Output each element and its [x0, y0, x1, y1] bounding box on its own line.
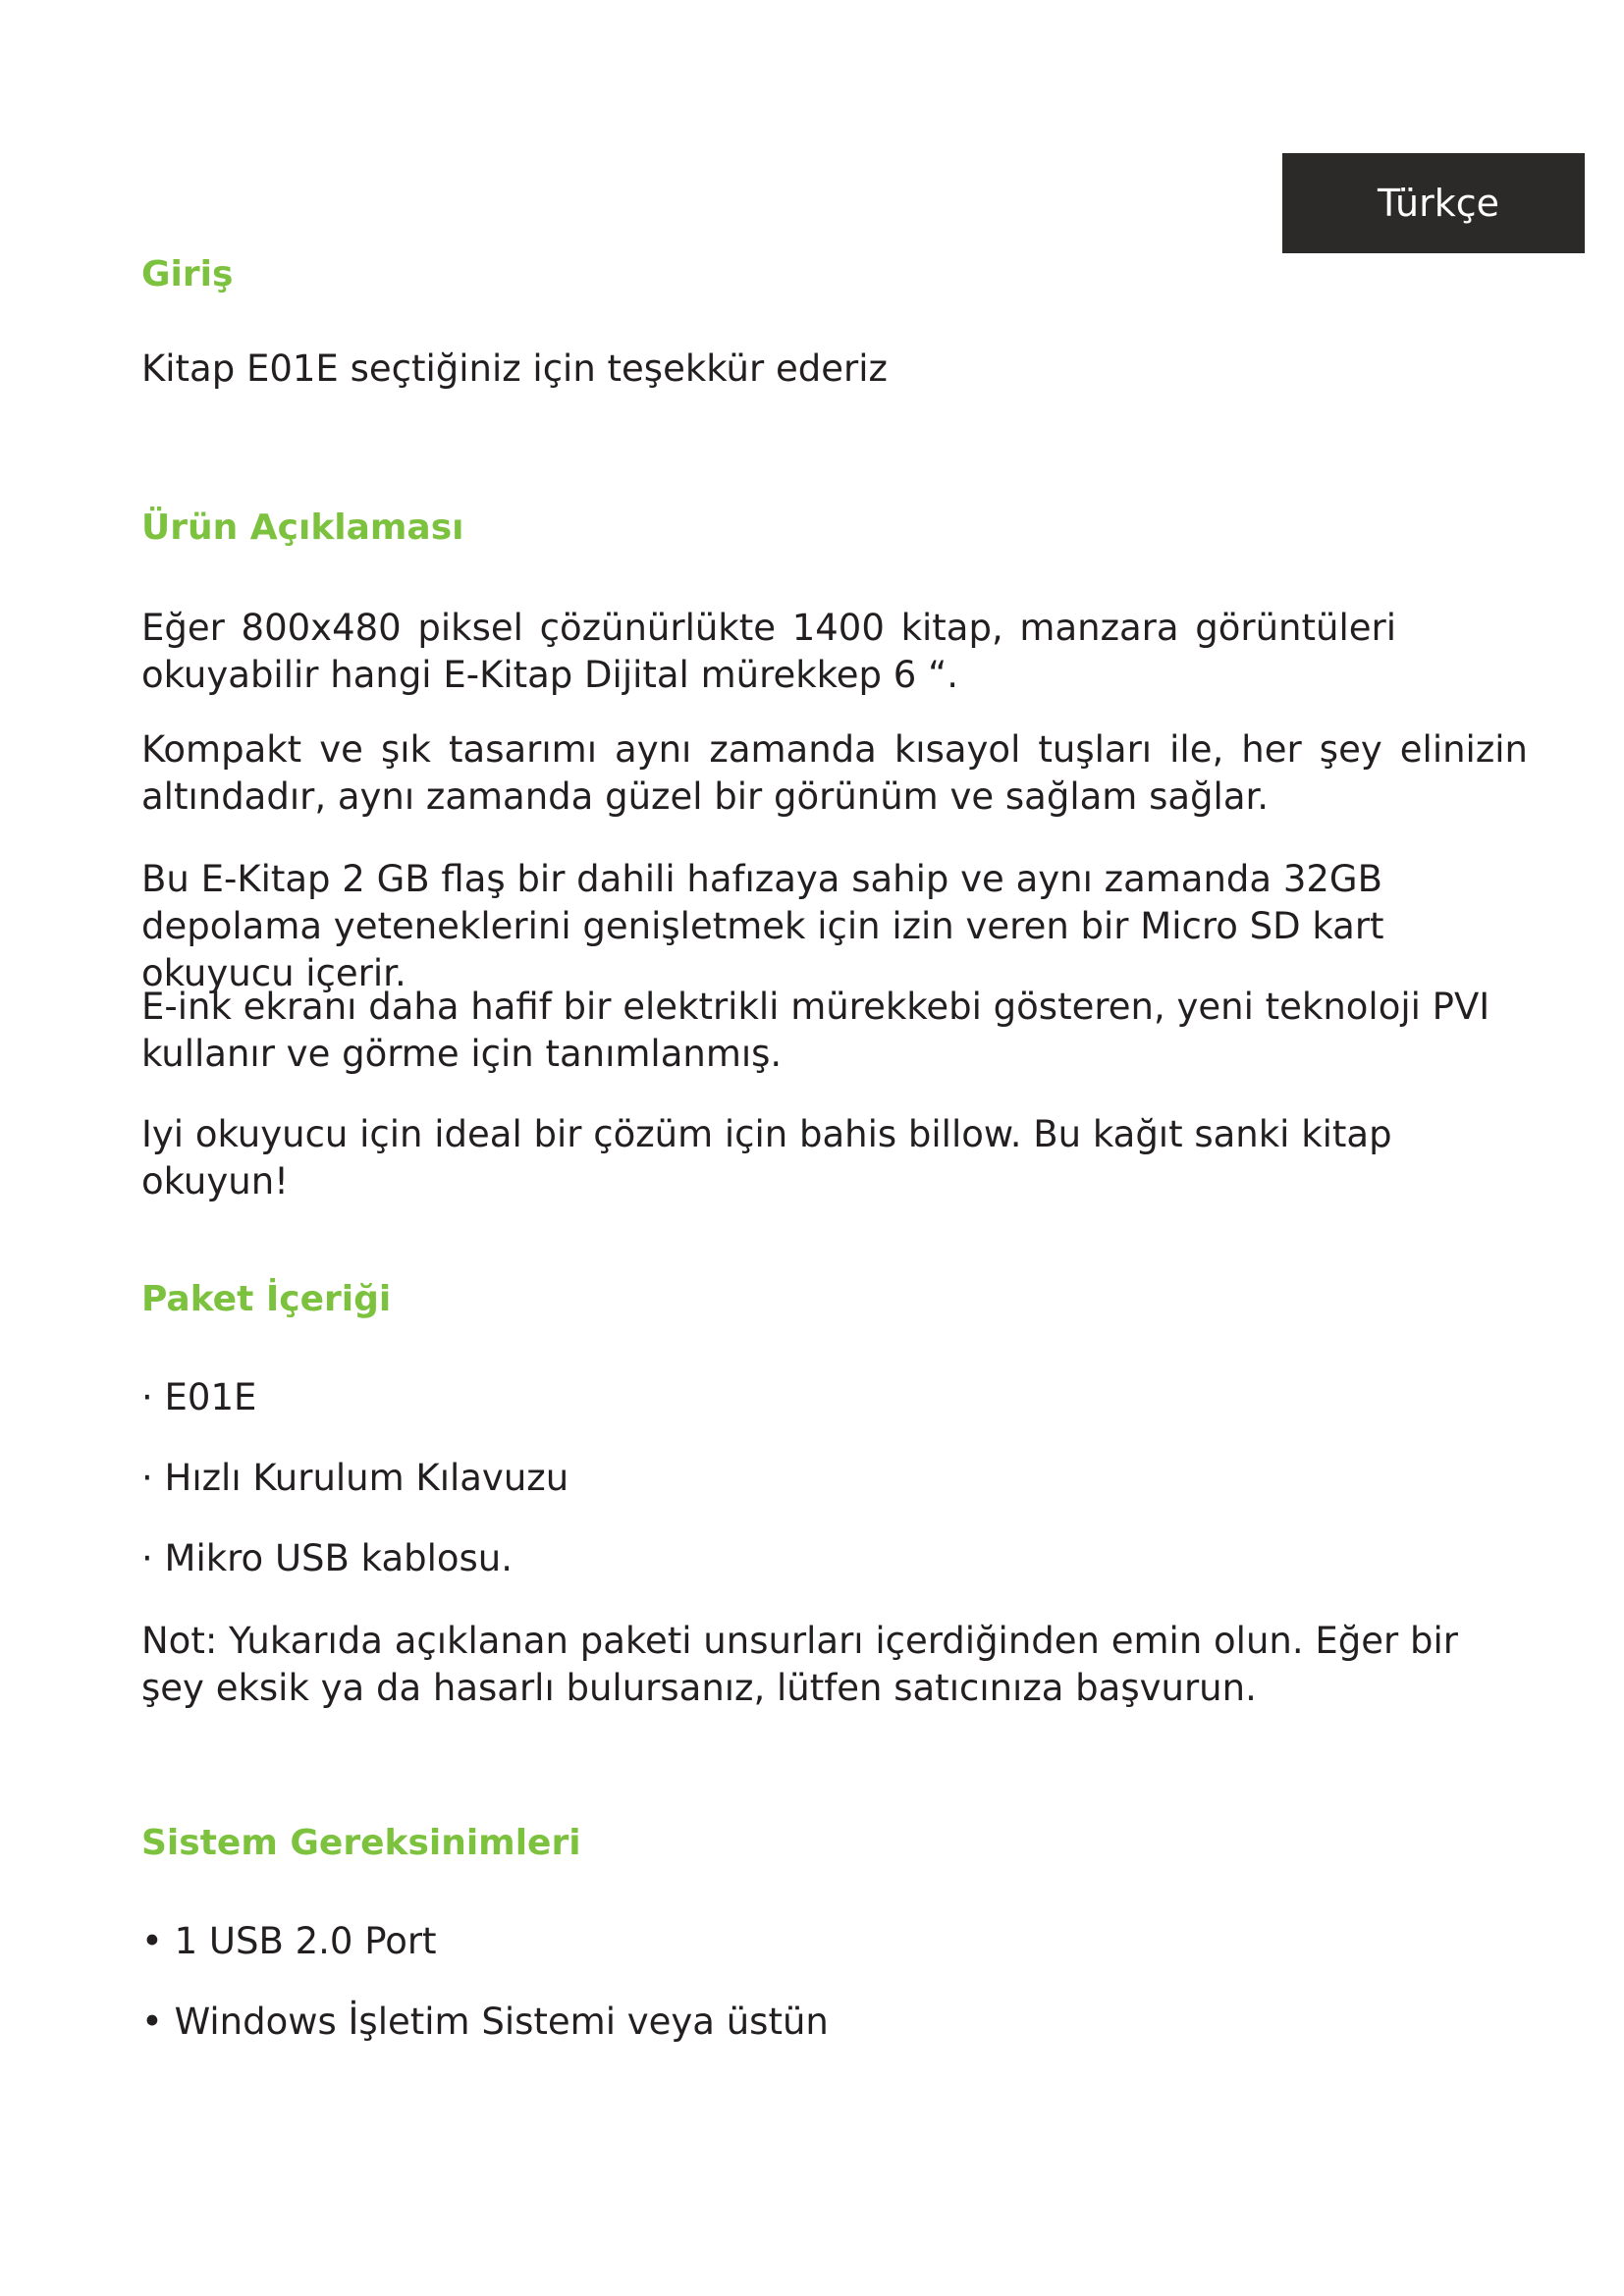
package-item: · Mikro USB kablosu. — [141, 1537, 514, 1579]
description-paragraph-3: Bu E-Kitap 2 GB flaş bir dahili hafızaya sahip ve aynı zamanda 32GB depolama yeteneklerini genişletmek için izin veren bir Micro SD kart okuyucu içerir. — [141, 858, 1384, 994]
package-item: · E01E — [141, 1376, 257, 1418]
package-note: Not: Yukarıda açıklanan paketi unsurları içerdiğinden emin olun. Eğer bir şey eksik ya da hasarlı bulursanız, lütfen satıcınıza başvurun. — [141, 1620, 1458, 1709]
description-paragraph-4: E-ink ekranı daha hafif bir elektrikli mürekkebi gösteren, yeni teknoloji PVI kullanır ve görme için tanımlanmış. — [141, 986, 1490, 1075]
heading-giris: Giriş — [141, 254, 234, 294]
description-paragraph-2: Kompakt ve şık tasarımı aynı zamanda kısayol tuşları ile, her şey elinizin altındadır, aynı zamanda güzel bir görünüm ve sağlam sağlar. — [141, 728, 1528, 818]
description-paragraph-5: Iyi okuyucu için ideal bir çözüm için bahis billow. Bu kağıt sanki kitap okuyun! — [141, 1113, 1392, 1202]
description-paragraph-1: Eğer 800x480 piksel çözünürlükte 1400 kitap, manzara görüntüleri okuyabilir hangi E-Kitap Dijital mürekkep 6 “. — [141, 607, 1396, 696]
requirement-item: • 1 USB 2.0 Port — [141, 1920, 437, 1962]
language-tab: Türkçe — [1282, 153, 1585, 253]
heading-sistem-gereksinimleri: Sistem Gereksinimleri — [141, 1823, 581, 1863]
package-item: · Hızlı Kurulum Kılavuzu — [141, 1457, 569, 1499]
intro-text: Kitap E01E seçtiğiniz için teşekkür ederiz — [141, 347, 888, 390]
requirement-item: • Windows İşletim Sistemi veya üstün — [141, 2001, 829, 2043]
heading-paket-icerigi: Paket İçeriği — [141, 1279, 392, 1319]
heading-urun-aciklamasi: Ürün Açıklaması — [141, 507, 464, 548]
